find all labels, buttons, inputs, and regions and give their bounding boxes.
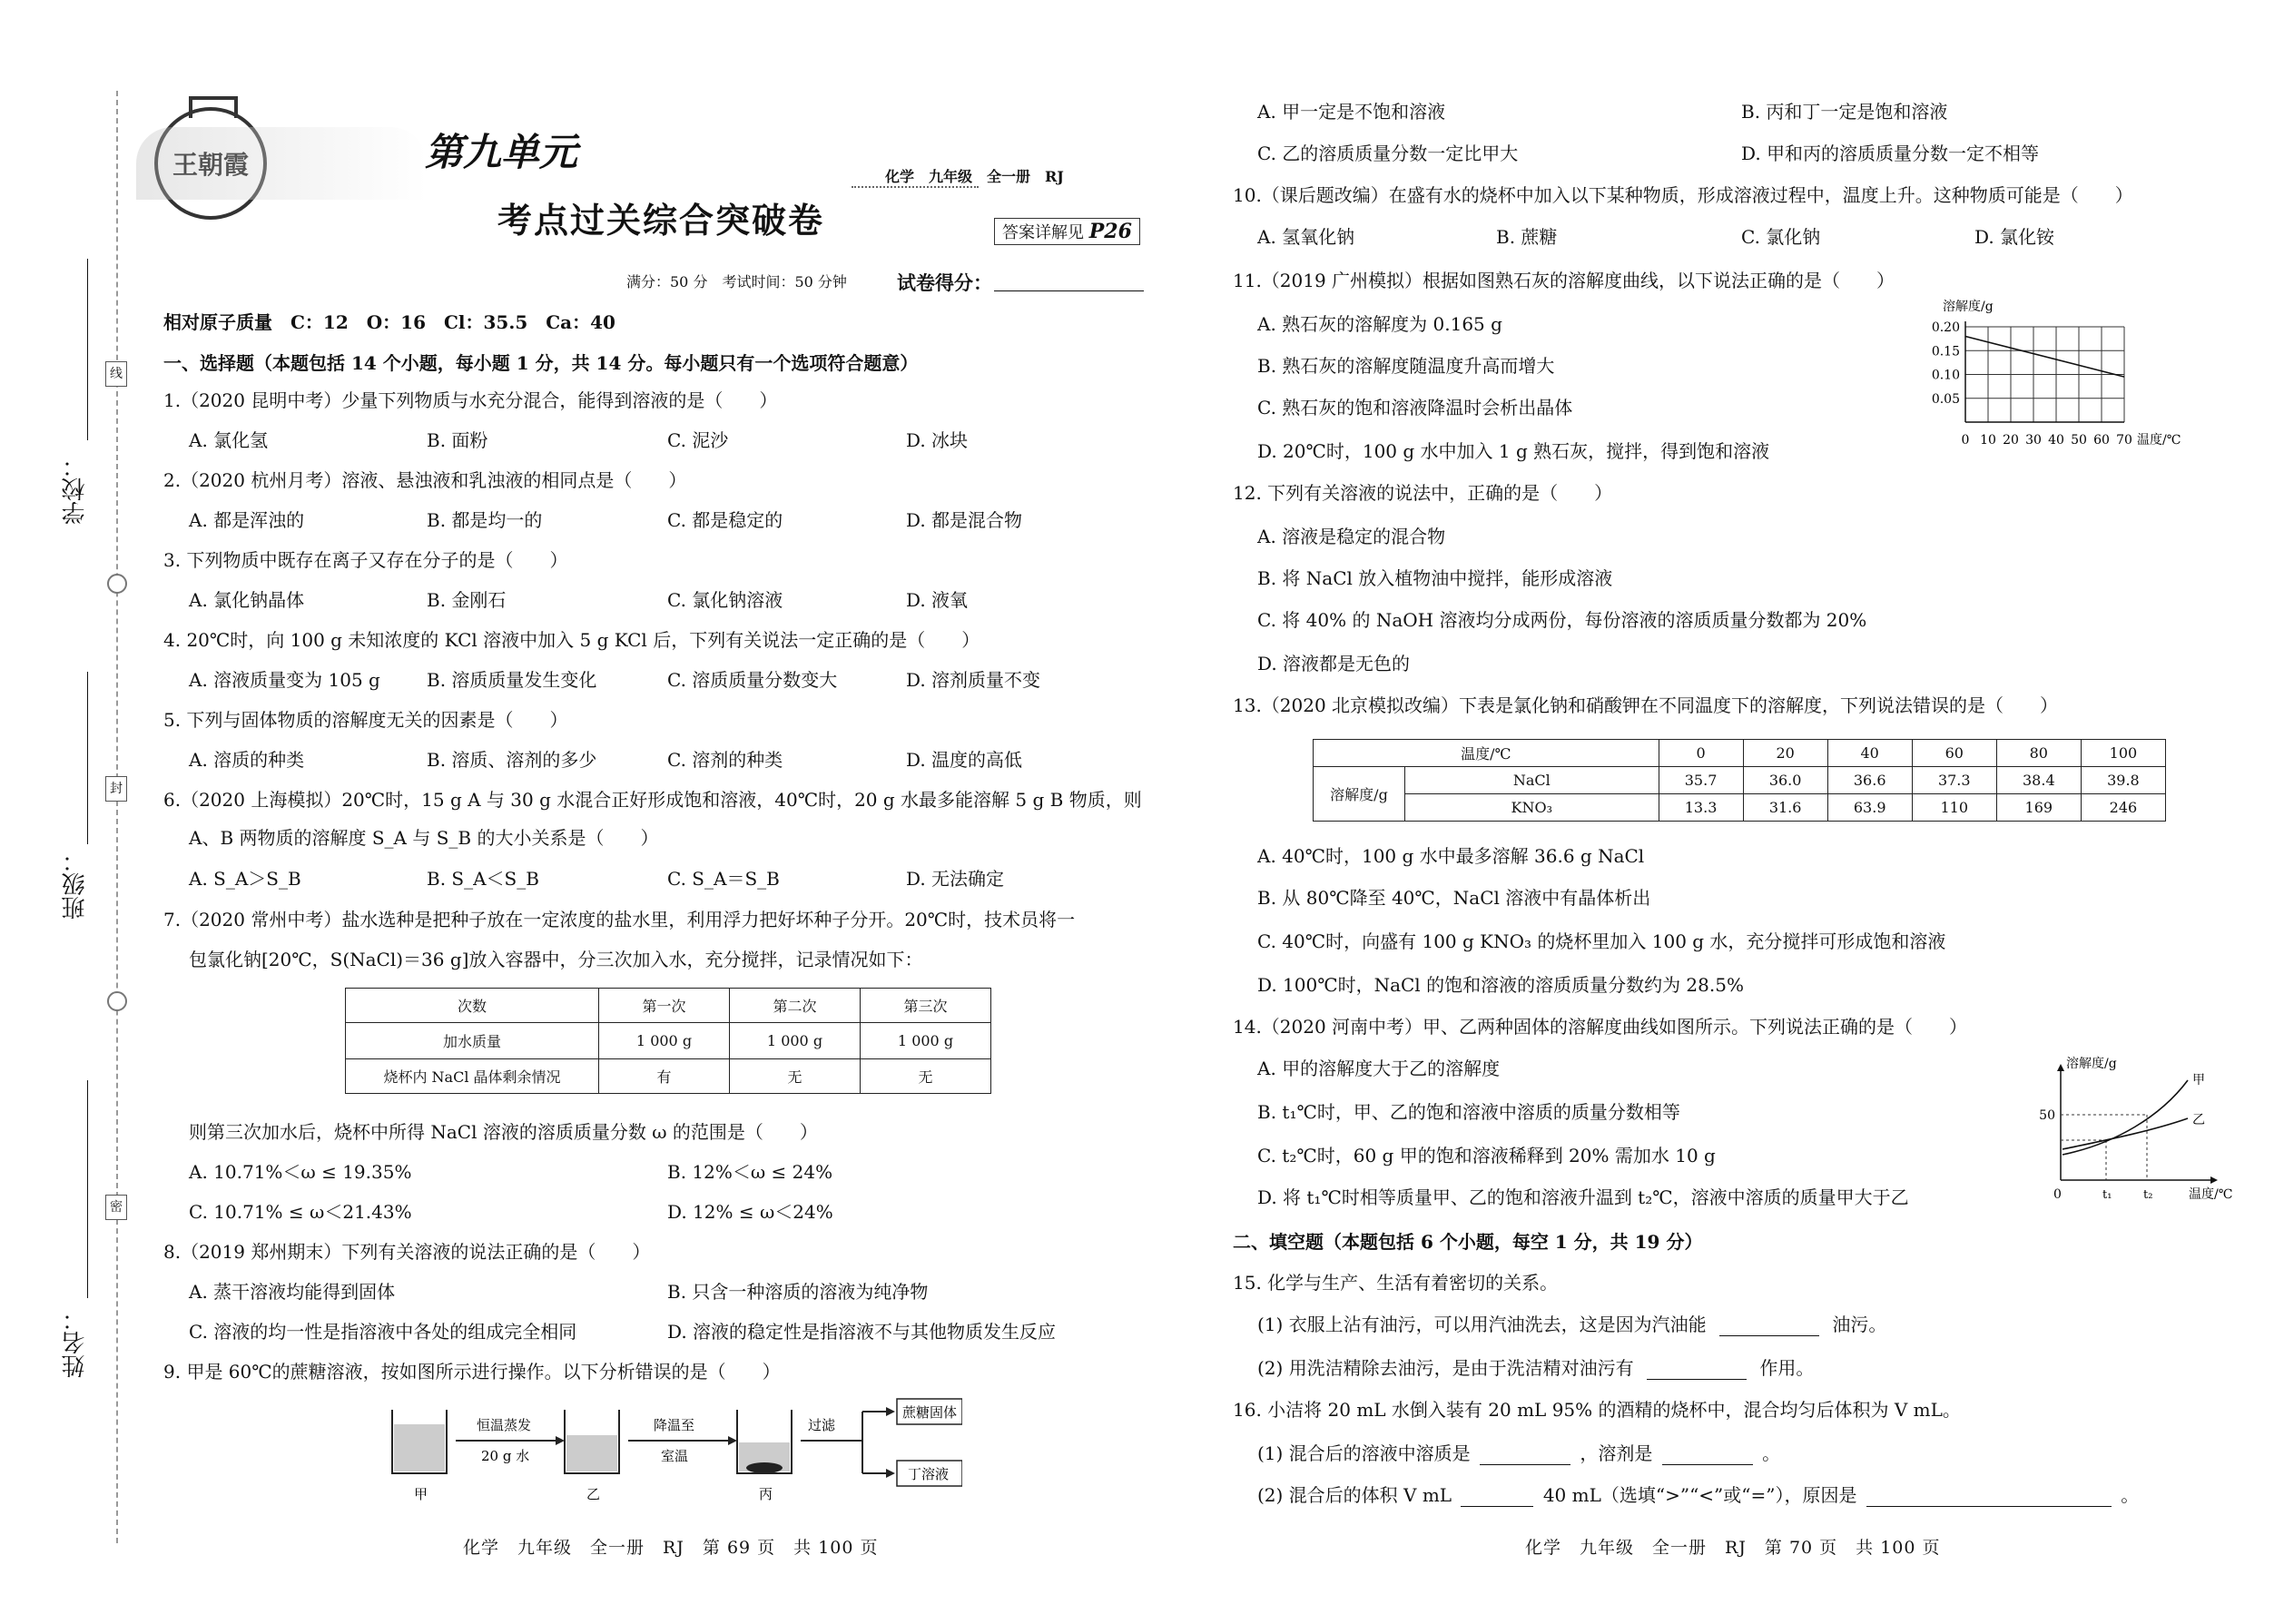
q10-stem: 10.（课后题改编）在盛有水的烧杯中加入以下某种物质，形成溶液过程中，温度上升。这种物质可能是（ ） (1233, 184, 2133, 206)
q8-option-c[interactable]: C. 溶液的均一性是指溶液中各处的组成完全相同 (189, 1321, 577, 1343)
q7-table-cell: 烧杯内 NaCl 晶体剩余情况 (346, 1059, 599, 1094)
q13-nacl-cell: 35.7 (1659, 767, 1743, 794)
q9-option-c[interactable]: C. 乙的溶质质量分数一定比甲大 (1257, 143, 1519, 164)
q5-option-c[interactable]: C. 溶剂的种类 (667, 749, 783, 771)
q13-temp-cell: 80 (1996, 740, 2081, 767)
q14-chart (2033, 1044, 2233, 1207)
q13-option-d[interactable]: D. 100℃时，NaCl 的饱和溶液的溶质质量分数约为 28.5% (1257, 974, 1744, 996)
q8-option-a[interactable]: A. 蒸干溶液均能得到固体 (189, 1281, 396, 1303)
seal-box-secret: 密 (105, 1195, 127, 1220)
q11-chart-xtick: 60 (2093, 433, 2110, 448)
q7-table-cell: 无 (730, 1059, 861, 1094)
q7-table-cell: 有 (599, 1059, 730, 1094)
q11-chart-xtick: 10 (1980, 433, 1996, 448)
q13-nacl-cell: 39.8 (2081, 767, 2165, 794)
q7-table-cell: 1 000 g (599, 1023, 730, 1059)
q13-solubility-label: 溶解度/g (1314, 767, 1405, 822)
seal-box-line: 线 (105, 361, 127, 387)
q15-part2 (1257, 1356, 1814, 1380)
q14-option-a[interactable]: A. 甲的溶解度大于乙的溶解度 (1257, 1058, 1501, 1079)
q15-part1-end: 油污。 (1832, 1314, 1887, 1335)
q9-figure-svg (381, 1393, 962, 1539)
q11-chart (1906, 290, 2233, 454)
q13-kno3-cell: 110 (1912, 794, 1996, 822)
q11-chart-svg (1906, 290, 2233, 454)
q2-option-d[interactable]: D. 都是混合物 (906, 509, 1023, 531)
q7-table-cell: 1 000 g (861, 1023, 991, 1059)
q13-temp-label: 温度/℃ (1314, 740, 1659, 767)
q13-option-c[interactable]: C. 40℃时，向盛有 100 g KNO₃ 的烧杯里加入 100 g 水，充分搅拌可形成饱和溶液 (1257, 930, 1946, 952)
q14-chart-xarrow (2210, 1176, 2218, 1184)
q12-option-c[interactable]: C. 将 40% 的 NaOH 溶液均分成两份，每份溶液的溶质质量分数都为 20% (1257, 609, 1867, 631)
q16-part1-mid: ，溶剂是 (1580, 1442, 1653, 1464)
exam-meta: 满分：50 分 考试时间：50 分钟 (626, 273, 847, 290)
q16-part1-text: (1) 混合后的溶液中溶质是 (1257, 1442, 1471, 1464)
q10-option-d[interactable]: D. 氯化铵 (1974, 226, 2055, 248)
q11-option-a[interactable]: A. 熟石灰的溶解度为 0.165 g (1257, 313, 1502, 335)
q16-part1-end: 。 (1762, 1442, 1781, 1464)
q9-step1-sub: 20 g 水 (481, 1448, 530, 1464)
q3-option-d[interactable]: D. 液氧 (906, 589, 969, 611)
q6-option-c[interactable]: C. S_A＝S_B (667, 868, 780, 890)
q11-chart-xtick: 70 (2116, 433, 2132, 448)
unit-title: 第九单元 (425, 130, 578, 174)
q4-option-d[interactable]: D. 溶剂质量不变 (906, 669, 1041, 691)
logo-text: 王朝霞 (172, 150, 249, 180)
q6-stem-cont: A、B 两物质的溶解度 S_A 与 S_B 的大小关系是（ ） (189, 827, 659, 849)
q10-option-b[interactable]: B. 蔗糖 (1496, 226, 1558, 248)
q14-chart-svg (2033, 1044, 2233, 1207)
q16-part1 (1257, 1442, 1780, 1465)
q15-part2-text: (2) 用洗洁精除去油污，是由于洗洁精对油污有 (1257, 1357, 1634, 1379)
q11-chart-ylabel: 溶解度/g (1943, 300, 1994, 314)
q13-table (1313, 739, 2166, 822)
q14-chart-xtick: t₂ (2143, 1188, 2153, 1202)
q7-table (345, 988, 991, 1094)
q14-chart-curve-yi (2063, 1118, 2188, 1149)
q13-nacl-cell: 37.3 (1912, 767, 1996, 794)
q15-stem: 15. 化学与生产、生活有着密切的关系。 (1233, 1272, 1559, 1294)
paper-title: 考点过关综合突破卷 (497, 200, 825, 241)
q9-option-b[interactable]: B. 丙和丁一定是饱和溶液 (1741, 101, 1948, 123)
q11-chart-ytick: 0.10 (1931, 368, 1960, 383)
q1-option-a[interactable]: A. 氯化氢 (189, 429, 269, 451)
q10-option-c[interactable]: C. 氯化钠 (1741, 226, 1821, 248)
q1-option-b[interactable]: B. 面粉 (427, 429, 488, 451)
q13-kno3-cell: 31.6 (1743, 794, 1827, 822)
q7-stem-cont: 包氯化钠[20℃，S(NaCl)＝36 g]放入容器中，分三次加入水，充分搅拌，记录情况如下： (189, 949, 923, 970)
q15-blank-2[interactable] (1647, 1361, 1747, 1380)
q9-output-solution: 丁溶液 (908, 1466, 950, 1482)
q3-option-c[interactable]: C. 氯化钠溶液 (667, 589, 783, 611)
q11-chart-ytick: 0.20 (1931, 320, 1960, 335)
q7-option-b[interactable]: B. 12%＜ω ≤ 24% (667, 1161, 833, 1183)
subject-tag: 化学 九年级 全一册 RJ (885, 168, 1064, 185)
q14-chart-ylabel: 溶解度/g (2066, 1057, 2117, 1071)
q13-temp-cell: 60 (1912, 740, 1996, 767)
q11-chart-xtick: 40 (2048, 433, 2064, 448)
q5-option-d[interactable]: D. 温度的高低 (906, 749, 1023, 771)
q6-stem: 6.（2020 上海模拟）20℃时，15 g A 与 30 g 水混合正好形成饱和溶液，40℃时，20 g 水最多能溶解 5 g B 物质，则 (163, 789, 1142, 811)
q16-blank-2[interactable] (1662, 1446, 1753, 1465)
q13-temp-cell: 100 (2081, 740, 2165, 767)
q9-beaker-b-label: 乙 (586, 1486, 601, 1502)
q14-chart-legend-yi: 乙 (2192, 1113, 2205, 1127)
q12-stem: 12. 下列有关溶液的说法中，正确的是（ ） (1233, 482, 1613, 504)
q13-kno3-cell: 169 (1996, 794, 2081, 822)
q16-part2 (1257, 1483, 2139, 1507)
q13-nacl-cell: 36.0 (1743, 767, 1827, 794)
q9-option-d[interactable]: D. 甲和丙的溶质质量分数一定不相等 (1741, 143, 2040, 164)
q16-part2-text: (2) 混合后的体积 V mL (1257, 1484, 1452, 1506)
q13-nacl-label: NaCl (1405, 767, 1659, 794)
q7-table-cell: 无 (861, 1059, 991, 1094)
q11-chart-ytick: 0.15 (1931, 344, 1960, 359)
score-label: 试卷得分： (897, 271, 992, 294)
q11-chart-curve (1965, 337, 2124, 378)
q9-step3-label: 过滤 (808, 1417, 836, 1433)
q13-nacl-cell: 38.4 (1996, 767, 2081, 794)
q16-blank-3[interactable] (1461, 1488, 1533, 1507)
footer-right: 化学 九年级 全一册 RJ 第 70 页 共 100 页 (1525, 1538, 1941, 1558)
q1-option-c[interactable]: C. 泥沙 (667, 429, 729, 451)
school-field[interactable] (87, 259, 88, 440)
q9-beaker-c-label: 丙 (759, 1486, 773, 1502)
q11-chart-xtick: 20 (2003, 433, 2019, 448)
dashed-cut-line (116, 91, 118, 1543)
q9-output-solid: 蔗糖固体 (902, 1404, 958, 1421)
q3-stem: 3. 下列物质中既存在离子又存在分子的是（ ） (163, 549, 568, 571)
q4-option-c[interactable]: C. 溶质质量分数变大 (667, 669, 838, 691)
q8-option-d[interactable]: D. 溶液的稳定性是指溶液不与其他物质发生反应 (667, 1321, 1057, 1343)
q11-chart-xtick: 0 (1961, 433, 1970, 448)
answer-ref-label: 答案详解见 (1002, 223, 1084, 242)
q9-step2-label: 降温至 (654, 1417, 695, 1433)
q13-kno3-label: KNO₃ (1405, 794, 1659, 822)
dotted-decoration (852, 186, 979, 188)
q15-blank-1[interactable] (1719, 1317, 1819, 1336)
q11-chart-xlabel: 温度/℃ (2137, 433, 2181, 448)
q4-option-b[interactable]: B. 溶质质量发生变化 (427, 669, 597, 691)
q5-stem: 5. 下列与固体物质的溶解度无关的因素是（ ） (163, 709, 568, 731)
class-label: 班级： (62, 849, 89, 920)
school-label: 学校： (62, 454, 89, 525)
q13-option-b[interactable]: B. 从 80℃降至 40℃，NaCl 溶液中有晶体析出 (1257, 887, 1651, 909)
class-field[interactable] (87, 672, 88, 844)
binding-hole-icon (107, 991, 127, 1011)
q7-table-cell: 加水质量 (346, 1023, 599, 1059)
q16-part2-mid: 40 mL（选填“>”“<”或“=”），原因是 (1542, 1484, 1857, 1506)
q11-option-d[interactable]: D. 20℃时，100 g 水中加入 1 g 熟石灰，搅拌，得到饱和溶液 (1257, 440, 1770, 462)
name-field[interactable] (87, 1080, 88, 1298)
q14-chart-legend-jia: 甲 (2192, 1073, 2205, 1088)
q5-option-a[interactable]: A. 溶质的种类 (189, 749, 305, 771)
q15-part1 (1257, 1313, 1886, 1336)
q7-table-header: 第三次 (861, 989, 991, 1023)
footer-left: 化学 九年级 全一册 RJ 第 69 页 共 100 页 (463, 1538, 879, 1558)
q10-option-a[interactable]: A. 氢氧化钠 (1257, 226, 1355, 248)
q14-option-d[interactable]: D. 将 t₁℃时相等质量甲、乙的饱和溶液升温到 t₂℃，溶液中溶质的质量甲大于乙 (1257, 1186, 1909, 1208)
q7-table-header: 第一次 (599, 989, 730, 1023)
q14-chart-xtick: 0 (2053, 1187, 2062, 1202)
q7-table-cell: 1 000 g (730, 1023, 861, 1059)
q7-stem-question: 则第三次加水后，烧杯中所得 NaCl 溶液的溶质质量分数 ω 的范围是（ ） (189, 1121, 818, 1143)
q16-stem: 16. 小洁将 20 mL 水倒入装有 20 mL 95% 的酒精的烧杯中，混合均匀后体积为 V mL。 (1233, 1399, 1961, 1421)
q16-blank-4[interactable] (1866, 1488, 2112, 1507)
atomic-mass: 相对原子质量 C：12 O：16 Cl：35.5 Ca：40 (163, 311, 615, 333)
q13-kno3-cell: 63.9 (1827, 794, 1912, 822)
q16-part2-end: 。 (2121, 1484, 2140, 1506)
q7-option-c[interactable]: C. 10.71% ≤ ω＜21.43% (189, 1201, 412, 1223)
binding-hole-icon (107, 574, 127, 594)
q4-option-a[interactable]: A. 溶液质量变为 105 g (189, 669, 380, 691)
q8-option-b[interactable]: B. 只含一种溶质的溶液为纯净物 (667, 1281, 929, 1303)
q6-option-d[interactable]: D. 无法确定 (906, 868, 1005, 890)
q7-option-a[interactable]: A. 10.71%＜ω ≤ 19.35% (189, 1161, 412, 1183)
q9-step2-sub: 室温 (661, 1448, 689, 1464)
q2-option-a[interactable]: A. 都是浑浊的 (189, 509, 305, 531)
name-label: 姓名： (62, 1307, 89, 1378)
q3-option-a[interactable]: A. 氯化钠晶体 (189, 589, 305, 611)
q12-option-a[interactable]: A. 溶液是稳定的混合物 (1257, 526, 1446, 547)
seal-box-seal: 封 (105, 776, 127, 802)
q7-stem: 7.（2020 常州中考）盐水选种是把种子放在一定浓度的盐水里，利用浮力把好坏种子分开。20℃时，技术员将一 (163, 909, 1076, 930)
q13-temp-cell: 20 (1743, 740, 1827, 767)
q16-blank-1[interactable] (1480, 1446, 1570, 1465)
q5-option-b[interactable]: B. 溶质、溶剂的多少 (427, 749, 597, 771)
q12-option-b[interactable]: B. 将 NaCl 放入植物油中搅拌，能形成溶液 (1257, 567, 1613, 589)
q11-option-c[interactable]: C. 熟石灰的饱和溶液降温时会析出晶体 (1257, 397, 1573, 418)
q14-chart-curve-jia (2063, 1080, 2188, 1155)
q14-stem: 14.（2020 河南中考）甲、乙两种固体的溶解度曲线如图所示。下列说法正确的是（ ） (1233, 1016, 1968, 1038)
score-field[interactable] (994, 290, 1144, 291)
q2-option-b[interactable]: B. 都是均一的 (427, 509, 543, 531)
q14-chart-xtick: t₁ (2102, 1188, 2112, 1202)
q11-chart-xtick: 30 (2025, 433, 2042, 448)
section-title-choice: 一、选择题（本题包括 14 个小题，每小题 1 分，共 14 分。每小题只有一个选项符合题意） (163, 352, 919, 374)
q9-figure (381, 1393, 962, 1539)
q6-option-a[interactable]: A. S_A＞S_B (189, 868, 301, 890)
q4-stem: 4. 20℃时，向 100 g 未知浓度的 KCl 溶液中加入 5 g KCl 后，下列有关说法一定正确的是（ ） (163, 629, 980, 651)
q3-option-b[interactable]: B. 金刚石 (427, 589, 507, 611)
q14-chart-ytick: 50 (2039, 1108, 2055, 1123)
q9-stem: 9. 甲是 60℃的蔗糖溶液，按如图所示进行操作。以下分析错误的是（ ） (163, 1361, 781, 1383)
q15-part2-end: 作用。 (1759, 1357, 1815, 1379)
q13-nacl-cell: 36.6 (1827, 767, 1912, 794)
crown-icon (189, 96, 238, 118)
q13-stem: 13.（2020 北京模拟改编）下表是氯化钠和硝酸钾在不同温度下的溶解度，下列说法错误的是（ ） (1233, 694, 2059, 716)
q14-option-c[interactable]: C. t₂℃时，60 g 甲的饱和溶液稀释到 20% 需加水 10 g (1257, 1145, 1716, 1166)
q13-kno3-cell: 13.3 (1659, 794, 1743, 822)
q9-beaker-a-label: 甲 (414, 1486, 428, 1502)
q9-option-a[interactable]: A. 甲一定是不饱和溶液 (1257, 101, 1446, 123)
q11-stem: 11.（2019 广州模拟）根据如图熟石灰的溶解度曲线，以下说法正确的是（ ） (1233, 270, 1895, 291)
section-title-fill: 二、填空题（本题包括 6 个小题，每空 1 分，共 19 分） (1233, 1231, 1703, 1253)
q15-part1-text: (1) 衣服上沾有油污，可以用汽油洗去，这是因为汽油能 (1257, 1314, 1707, 1335)
q11-option-b[interactable]: B. 熟石灰的溶解度随温度升高而增大 (1257, 355, 1555, 377)
q14-chart-xlabel: 温度/℃ (2189, 1187, 2233, 1202)
q2-stem: 2.（2020 杭州月考）溶液、悬浊液和乳浊液的相同点是（ ） (163, 469, 687, 491)
q7-table-header: 第二次 (730, 989, 861, 1023)
q8-stem: 8.（2019 郑州期末）下列有关溶液的说法正确的是（ ） (163, 1241, 651, 1263)
q12-option-d[interactable]: D. 溶液都是无色的 (1257, 653, 1411, 674)
q11-chart-xtick: 50 (2071, 433, 2087, 448)
q7-option-d[interactable]: D. 12% ≤ ω＜24% (667, 1201, 833, 1223)
q1-option-d[interactable]: D. 冰块 (906, 429, 969, 451)
q13-option-a[interactable]: A. 40℃时，100 g 水中最多溶解 36.6 g NaCl (1257, 845, 1645, 867)
q2-option-c[interactable]: C. 都是稳定的 (667, 509, 783, 531)
answer-ref-page: P26 (1088, 220, 1132, 243)
answer-ref (994, 218, 1140, 245)
ribbon-decoration (136, 127, 427, 200)
q1-stem: 1.（2020 昆明中考）少量下列物质与水充分混合，能得到溶液的是（ ） (163, 389, 778, 411)
q6-option-b[interactable]: B. S_A＜S_B (427, 868, 539, 890)
q9-step1-label: 恒温蒸发 (477, 1417, 532, 1433)
q14-chart-yarrow (2057, 1064, 2064, 1071)
q13-temp-cell: 40 (1827, 740, 1912, 767)
q11-chart-ytick: 0.05 (1931, 391, 1960, 407)
q13-kno3-cell: 246 (2081, 794, 2165, 822)
q7-table-header: 次数 (346, 989, 599, 1023)
q14-option-b[interactable]: B. t₁℃时，甲、乙的饱和溶液中溶质的质量分数相等 (1257, 1101, 1680, 1123)
q13-temp-cell: 0 (1659, 740, 1743, 767)
